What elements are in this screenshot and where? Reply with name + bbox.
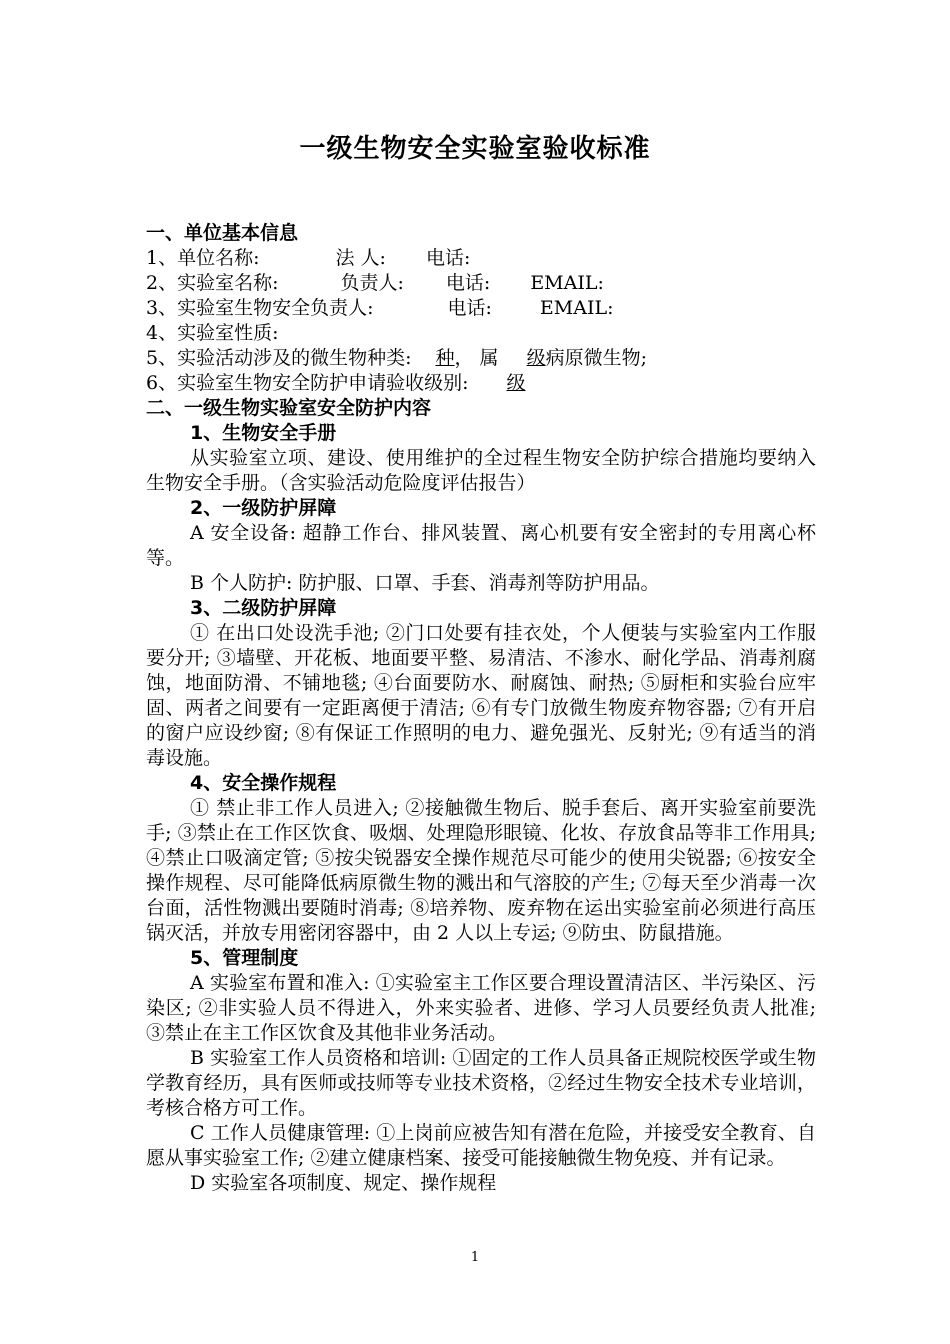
biosafety-phone-label: 电话:: [447, 297, 492, 319]
subsection-4-text: ① 禁止非工作人员进入; ②接触微生物后、脱手套后、离开实验室前要洗手; ③禁止在工作区饮食、吸烟、处理隐形眼镜、化妆、存放食品等非工作用具; ④禁止口吸滴定管; ⑤按尖锐器安全操作规范尽可能少的使用尖锐器; ⑥按安全操作规程、尽可能降低病原微生物的溅出和气溶胶的产生; ⑦每天至少消毒一次台面，活性物溅出要随时消毒; ⑧培养物、废弃物在运出实验室前必须进行高压锅灭活，并放专用密闭容器中，由 2 人以上专运; ⑨防虫、防鼠措施。: [146, 797, 816, 944]
subsection-3-heading: 3、二级防护屏障: [190, 597, 337, 619]
pathogen-label: 病原微生物;: [545, 347, 647, 369]
section-2-heading: 二、一级生物实验室安全防护内容: [146, 397, 432, 419]
microbe-count-blank: [412, 347, 455, 369]
info-line-protection-level: [146, 371, 816, 396]
protection-level-unit: 级: [506, 372, 526, 394]
subsection-3-text: ① 在出口处设洗手池; ②门口处要有挂衣处，个人便装与实验室内工作服要分开; ③墙壁、开花板、地面要平整、易清洁、不渗水、耐化学品、消毒剂腐蚀，地面防滑、不铺地毯; ④台面要防水、耐腐蚀、耐热; ⑤厨柜和实验台应牢固、两者之间要有一定距离便于清洁; ⑥有专门放微生物废弃物容器; ⑦有开启的窗户应设纱窗; ⑧有保证工作照明的电力、避免强光、反射光; ⑨有适当的消毒设施。: [146, 622, 816, 769]
unit-name-label: 1、单位名称:: [146, 247, 260, 269]
subsection-1-text: 从实验室立项、建设、使用维护的全过程生物安全防护综合措施均要纳入生物安全手册。（含实验活动危险度评估报告）: [146, 447, 816, 494]
lab-email-label: EMAIL:: [530, 272, 604, 294]
lab-name-label: 2、实验室名称:: [146, 272, 279, 294]
genus-label: ， 属: [454, 347, 499, 369]
biosafety-email-label: EMAIL:: [539, 297, 614, 319]
lab-head-label: 负责人:: [340, 272, 404, 294]
subsection-5-item-a: A 实验室布置和准入: ①实验室主工作区要合理设置清洁区、半污染区、污染区; ②非实验人员不得进入，外来实验者、进修、学习人员要经负责人批准; ③禁止在主工作区饮食及其他非业务活动。: [146, 972, 816, 1044]
subsection-2-item-a: A 安全设备: 超静工作台、排风装置、离心机要有安全密封的专用离心杯等。: [146, 522, 816, 569]
level-blank: [499, 347, 546, 369]
subsection-2-item-b: B 个人防护: 防护服、口罩、手套、消毒剂等防护用品。: [190, 572, 660, 594]
info-line-unit: [146, 246, 816, 271]
page-number: 1: [470, 1250, 480, 1265]
document-body: [146, 221, 816, 1196]
biosafety-head-label: 3、实验室生物安全负责人:: [146, 297, 374, 319]
legal-person-label: 法 人:: [335, 247, 386, 269]
document-title: 一级生物安全实验室验收标准: [299, 134, 651, 164]
info-line-lab: [146, 271, 816, 296]
subsection-5-item-c: C 工作人员健康管理: ①上岗前应被告知有潜在危险，并接受安全教育、自愿从事实验室工作; ②建立健康档案、接受可能接触微生物免疫、并有记录。: [146, 1122, 816, 1169]
info-line-lab-nature: 4、实验室性质:: [146, 322, 279, 344]
section-1-heading: 一、单位基本信息: [146, 222, 299, 244]
info-line-biosafety-head: [146, 296, 816, 321]
microbe-types-label: 5、实验活动涉及的微生物种类:: [146, 347, 412, 369]
subsection-2-heading: 2、一级防护屏障: [190, 497, 337, 519]
subsection-5-heading: 5、管理制度: [190, 947, 299, 969]
phone-label: 电话:: [425, 247, 471, 269]
subsection-5-item-d: D 实验室各项制度、规定、操作规程: [190, 1172, 497, 1194]
info-line-microbe-types: [146, 346, 816, 371]
species-unit: 种: [435, 347, 455, 369]
subsection-4-heading: 4、安全操作规程: [190, 772, 337, 794]
protection-level-label: 6、实验室生物安全防护申请验收级别:: [146, 372, 469, 394]
protection-level-blank: [479, 372, 526, 394]
level-unit: 级: [526, 347, 546, 369]
subsection-5-item-b: B 实验室工作人员资格和培训: ①固定的工作人员具备正规院校医学或生物学教育经历，具有医师或技师等专业技术资格，②经过生物安全技术专业培训，考核合格方可工作。: [146, 1047, 816, 1119]
subsection-1-heading: 1、生物安全手册: [190, 422, 337, 444]
lab-phone-label: 电话:: [445, 272, 491, 294]
